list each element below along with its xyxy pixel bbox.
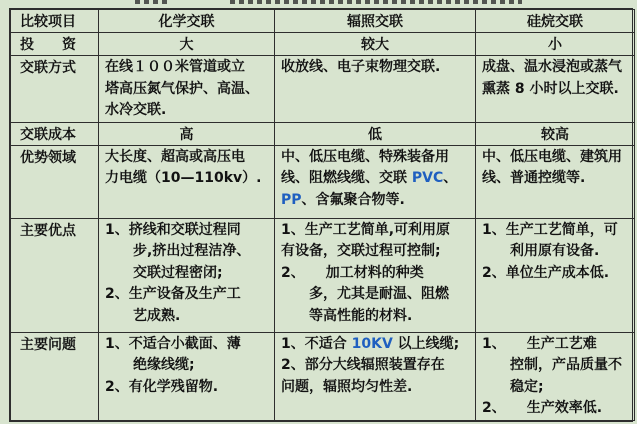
header-row: [11, 10, 635, 33]
text-cell: [275, 56, 476, 123]
header-cell-column: 硅烷交联: [476, 10, 635, 33]
text-segment: 2、 生产效率低.: [482, 400, 603, 416]
table-body: [11, 33, 635, 421]
row-label: 主要优点: [11, 218, 99, 332]
text-segment: 问题，辐照均匀性差.: [281, 378, 413, 395]
text-segment: 多，尤其是耐温、阻燃: [281, 286, 449, 302]
table-row: [11, 33, 635, 56]
clipped-caption-fragment: [230, 0, 522, 4]
text-line: [281, 190, 472, 212]
text-line: [281, 355, 472, 377]
text-segment: 2、有化学残留物.: [105, 378, 219, 395]
text-cell: [99, 56, 275, 123]
text-line: [281, 220, 472, 242]
text-line: [482, 241, 631, 263]
text-segment: 、: [443, 170, 458, 186]
text-segment: 线、普通控缆等.: [482, 170, 586, 186]
value-cell: 大: [99, 33, 275, 56]
value-cell: 较高: [476, 122, 635, 145]
text-segment: 艺成熟.: [105, 307, 181, 324]
row-label: 投 资: [11, 33, 99, 56]
text-segment: 2、 加工材料的种类: [281, 264, 424, 281]
text-line: [482, 355, 631, 377]
text-line: [105, 355, 271, 377]
text-cell: [99, 332, 275, 420]
highlighted-term: PVC: [411, 170, 444, 186]
highlighted-term: PP: [281, 191, 302, 208]
value-cell: 较大: [275, 33, 476, 56]
text-segment: 大长度、超高或高压电: [105, 148, 245, 165]
table-row: [11, 56, 635, 123]
text-line: [105, 57, 271, 79]
text-segment: 中、低压电缆、特殊装备用: [281, 148, 449, 165]
text-segment: 1、生产工艺简单,可利用原: [281, 221, 451, 238]
table-row: [11, 332, 635, 420]
text-segment: 1、生产工艺简单，可: [482, 221, 618, 238]
text-line: [482, 79, 631, 101]
text-line: [281, 284, 472, 306]
text-segment: 2、部分大线辐照装置存在: [281, 357, 445, 373]
text-line: [281, 263, 472, 285]
text-cell: [275, 145, 476, 218]
text-segment: 有设备，交联过程可控制;: [281, 243, 441, 259]
clipped-caption-fragment: [135, 0, 167, 4]
text-cell: [275, 218, 476, 332]
text-line: [281, 168, 472, 190]
text-segment: 利用原有设备.: [482, 243, 600, 259]
text-cell: [476, 332, 635, 420]
text-line: [482, 398, 631, 420]
table-row: [11, 122, 635, 145]
text-line: [105, 79, 271, 101]
text-segment: 绝缘线缆;: [105, 357, 195, 373]
text-line: [105, 220, 271, 242]
row-label: 交联成本: [11, 122, 99, 145]
comparison-table-wrapper: [9, 8, 633, 422]
text-line: [105, 168, 271, 190]
text-line: [105, 306, 271, 328]
table-row: [11, 218, 635, 332]
text-segment: 线、阻燃线缆、交联: [281, 170, 412, 186]
text-segment: 2、生产设备及生产工: [105, 286, 241, 302]
text-line: [482, 147, 631, 169]
text-line: [482, 57, 631, 79]
text-segment: 1、 生产工艺难: [482, 335, 597, 352]
text-cell: [99, 218, 275, 332]
text-segment: 力电缆（10—110kv）.: [105, 170, 262, 186]
header-cell-column: 辐照交联: [275, 10, 476, 33]
text-segment: 1、不适合小截面、薄: [105, 335, 241, 352]
text-line: [281, 147, 472, 169]
text-segment: 塔高压氮气保护、高温、: [105, 80, 259, 97]
crosslinking-comparison-table: [10, 9, 635, 421]
text-line: [105, 263, 271, 285]
text-cell: [476, 56, 635, 123]
text-segment: 成盘、温水浸泡或蒸气: [482, 59, 622, 75]
text-segment: 稳定;: [482, 378, 544, 395]
text-line: [482, 168, 631, 190]
value-cell: 小: [476, 33, 635, 56]
text-line: [281, 241, 472, 263]
text-line: [281, 377, 472, 399]
text-line: [105, 377, 271, 399]
text-segment: 1、挤线和交联过程同: [105, 221, 241, 238]
text-line: [105, 147, 271, 169]
text-segment: 1、不适合: [281, 335, 352, 352]
text-segment: 、含氟聚合物等.: [301, 191, 405, 208]
text-line: [105, 241, 271, 263]
row-label: 交联方式: [11, 56, 99, 123]
text-line: [105, 100, 271, 122]
text-cell: [275, 332, 476, 420]
text-cell: [476, 218, 635, 332]
value-cell: 高: [99, 122, 275, 145]
text-line: [105, 334, 271, 356]
text-line: [482, 220, 631, 242]
text-line: [281, 334, 472, 356]
header-cell-label: 比较项目: [11, 10, 99, 33]
text-segment: 控制，产品质量不: [482, 357, 622, 373]
text-line: [105, 284, 271, 306]
text-segment: 水冷交联.: [105, 102, 167, 118]
text-line: [482, 377, 631, 399]
text-segment: 2、单位生产成本低.: [482, 264, 610, 281]
table-row: [11, 145, 635, 218]
text-segment: 在线１００米管道或立: [105, 59, 245, 75]
text-segment: 以上线缆;: [392, 335, 460, 352]
text-segment: 交联过程密闭;: [105, 264, 223, 281]
text-line: [281, 57, 472, 79]
text-segment: 熏蒸 8 小时以上交联.: [482, 80, 619, 97]
text-line: [482, 334, 631, 356]
text-line: [482, 263, 631, 285]
highlighted-term: 10KV: [351, 335, 393, 352]
text-cell: [99, 145, 275, 218]
header-cell-column: 化学交联: [99, 10, 275, 33]
value-cell: 低: [275, 122, 476, 145]
row-label: 主要问题: [11, 332, 99, 420]
text-line: [281, 306, 472, 328]
text-segment: 收放线、电子束物理交联.: [281, 59, 441, 75]
text-segment: 步,挤出过程洁净、: [105, 243, 251, 259]
text-cell: [476, 145, 635, 218]
text-segment: 中、低压电缆、建筑用: [482, 148, 622, 165]
row-label: 优势领域: [11, 145, 99, 218]
text-segment: 等高性能的材料.: [281, 307, 413, 324]
